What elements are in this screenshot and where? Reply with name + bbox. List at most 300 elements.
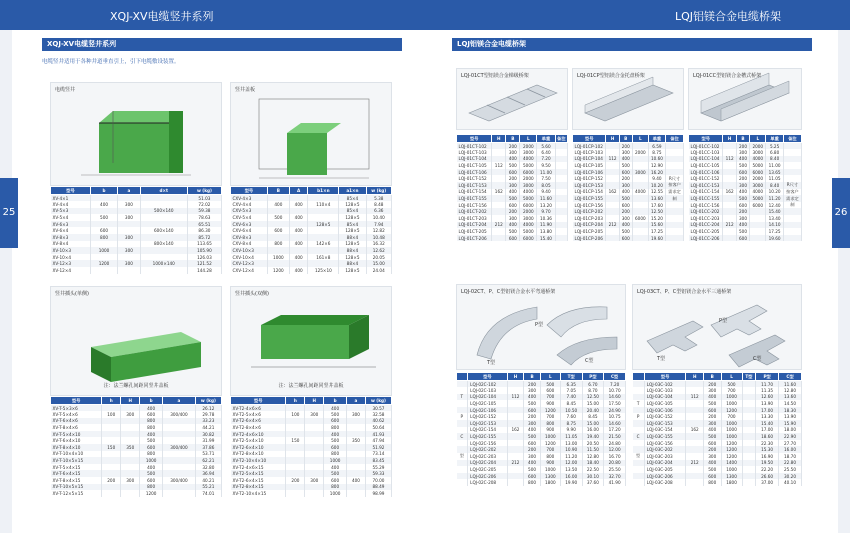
table-row <box>231 221 392 228</box>
table-cell: LQJ-01CP-206 <box>573 235 606 242</box>
table-cell: 15.90 <box>779 420 802 427</box>
table-row <box>457 175 568 182</box>
table-cell <box>633 407 645 414</box>
table-cell <box>102 418 121 425</box>
table-cell: 88×4 <box>339 260 366 267</box>
table-cell: 8.45 <box>560 400 582 407</box>
table-cell: 14.60 <box>604 420 626 427</box>
table-cell <box>492 175 506 182</box>
table-cell: 26.12 <box>195 405 221 412</box>
table-row <box>457 182 568 189</box>
table-cell <box>121 490 140 497</box>
table-cell: 1200 <box>721 446 742 453</box>
table-cell: LQJ-01CT-106 <box>457 169 492 176</box>
table-cell: LQJ-02C-103 <box>468 387 508 394</box>
table-cell <box>606 208 619 215</box>
table-cell: 12.82 <box>366 227 391 234</box>
table-cell: 112 <box>723 156 736 163</box>
table-header-row <box>633 373 802 381</box>
table-cell: LQJ-01CP-105 <box>573 162 606 169</box>
column-header: C型 <box>779 373 802 381</box>
table-cell: 200 <box>506 175 520 182</box>
table-cell: 59.33 <box>365 470 391 477</box>
table-cell: 按客户 <box>666 182 684 189</box>
table-cell: 37.60 <box>582 479 604 486</box>
table-cell: LQJ-02C-205 <box>468 466 508 473</box>
table-cell: LQJ-01CT-154 <box>457 189 492 196</box>
table-cell: 400 <box>506 222 520 229</box>
table-cell: XV-5×3 <box>51 208 91 215</box>
table-cell <box>457 407 468 414</box>
table-cell: 16.20 <box>648 169 665 176</box>
table-cell <box>783 156 801 163</box>
table-cell <box>305 405 324 412</box>
table-cell <box>507 466 524 473</box>
table-cell <box>289 208 307 215</box>
table-cell: XV-T2-6×4×6 <box>231 418 286 425</box>
table-cell: 900 <box>540 400 560 407</box>
table-cell <box>492 149 506 156</box>
table-cell <box>305 490 324 497</box>
table-cell: 2000 <box>632 149 648 156</box>
table-cell <box>308 260 339 267</box>
table-cell <box>457 427 468 434</box>
table-cell <box>305 444 324 451</box>
table-cell: 13.60 <box>779 394 802 401</box>
table-cell <box>140 247 187 254</box>
table-cell <box>347 484 366 491</box>
table-row <box>689 195 802 202</box>
table-row <box>457 387 626 394</box>
table-cell <box>723 228 736 235</box>
table-cell: 15.60 <box>648 222 665 229</box>
table-cell: 400 <box>736 222 749 229</box>
table-cell: 1800 <box>540 479 560 486</box>
table-cell: 5000 <box>750 162 766 169</box>
table-cell: 400 <box>619 156 632 163</box>
table-cell: LQJ-03C-203 <box>644 453 686 460</box>
table-cell <box>492 235 506 242</box>
table-row <box>457 189 568 196</box>
table-header-row <box>457 135 568 143</box>
table-cell: 9.50 <box>537 162 555 169</box>
table-header-row <box>457 373 626 381</box>
table-cell: 700 <box>540 446 560 453</box>
table-cell: 16.90 <box>756 453 779 460</box>
column-header: 单重 <box>648 135 665 143</box>
table-row <box>231 201 392 208</box>
column-header: a <box>347 397 366 405</box>
table-cell: XV-T2-5×4×10 <box>231 437 286 444</box>
table-cell: 16.00 <box>582 427 604 434</box>
table-cell <box>121 457 140 464</box>
table-cell: 4000 <box>520 156 537 163</box>
table-cell: 5.60 <box>537 143 555 150</box>
table-cell <box>507 446 524 453</box>
table-row <box>573 202 684 209</box>
table-cell: 55.21 <box>195 484 221 491</box>
table-cell: 300 <box>118 214 141 221</box>
table-row <box>457 420 626 427</box>
table-cell: LQJ-02C-153 <box>468 420 508 427</box>
table-cell <box>121 484 140 491</box>
table-row <box>51 457 222 464</box>
table-row <box>457 228 568 235</box>
table-cell: 1200 <box>540 440 560 447</box>
table-cell: XV-T-8×4×15 <box>51 477 102 484</box>
table-cell: XV-5×4 <box>51 214 91 221</box>
table-cell: 15.00 <box>582 420 604 427</box>
table-row <box>457 381 626 388</box>
double-plug-panel <box>230 286 392 396</box>
table-row <box>457 479 626 486</box>
table-cell: 500 <box>619 195 632 202</box>
table-cell: 17.00 <box>756 407 779 414</box>
table-cell <box>750 215 766 222</box>
table-cell <box>723 215 736 222</box>
table-cell <box>666 169 684 176</box>
column-header: 型号 <box>231 187 268 195</box>
table-cell: 400 <box>524 460 541 467</box>
table-cell: 86.30 <box>187 227 221 234</box>
table-cell <box>90 221 117 228</box>
table-row <box>573 189 684 196</box>
table-cell: 400 <box>289 227 307 234</box>
table-cell: 7.60 <box>560 413 582 420</box>
table-cell: 200 <box>619 143 632 150</box>
table-cell <box>666 156 684 163</box>
table-cell: 22.50 <box>582 466 604 473</box>
table-cell: 300 <box>703 420 721 427</box>
table-cell: LQJ-03C-105 <box>644 400 686 407</box>
table-cell: CXV-12×4 <box>231 267 268 274</box>
table-cell: 22.90 <box>779 433 802 440</box>
table-row <box>573 149 684 156</box>
table-cell: 2000 <box>520 175 537 182</box>
table-cell: 88.49 <box>365 484 391 491</box>
table-cell: 13.90 <box>756 400 779 407</box>
table-cell <box>686 420 704 427</box>
table-row <box>689 143 802 150</box>
table-cell: 800 <box>140 451 163 458</box>
table-cell: 500 <box>524 433 541 440</box>
table-cell: 65.51 <box>187 221 221 228</box>
table-cell: 200 <box>703 381 721 388</box>
table-cell <box>742 453 756 460</box>
double-plug-caption: 竖井插头(双侧) <box>235 291 269 297</box>
page-number-left: 25 <box>0 178 18 248</box>
table-cell: XV-T-10×4×10 <box>51 451 102 458</box>
table-cell: 18.70 <box>779 453 802 460</box>
table-cell: 400 <box>703 460 721 467</box>
table-cell: 4000 <box>520 222 537 229</box>
column-header: 备注 <box>783 135 801 143</box>
cover-caption: 竖井盖板 <box>235 87 256 93</box>
table-cell: 需求定 <box>666 189 684 196</box>
table-cell: LQJ-03C-103 <box>644 387 686 394</box>
table-cell <box>305 457 324 464</box>
left-gutter <box>0 30 12 533</box>
table-cell: 22.30 <box>756 440 779 447</box>
table-cell: 600 <box>506 169 520 176</box>
table-cell: 11.00 <box>537 169 555 176</box>
table-cell: 121.52 <box>187 260 221 267</box>
table-cell: 700 <box>721 413 742 420</box>
table-cell <box>783 169 801 176</box>
table-cell: 20.50 <box>582 440 604 447</box>
table-cell <box>163 464 196 471</box>
table-row <box>51 214 222 221</box>
table-cell: 200 <box>619 175 632 182</box>
table-cell: LQJ-03C-106 <box>644 407 686 414</box>
table-row <box>51 405 222 412</box>
table-cell <box>555 143 567 150</box>
table-cell: 400 <box>506 189 520 196</box>
column-header: L <box>750 135 766 143</box>
table-cell <box>633 420 645 427</box>
table-cell: 11.00 <box>766 162 784 169</box>
table-cell <box>633 466 645 473</box>
table-cell: 36.94 <box>195 470 221 477</box>
table-cell: 113.65 <box>187 241 221 248</box>
table-cell <box>742 400 756 407</box>
table-cell: 83.45 <box>365 457 391 464</box>
table-cell <box>90 208 117 215</box>
table-cell: XV-T-6×4×15 <box>51 470 102 477</box>
table-row <box>231 227 392 234</box>
table-row <box>51 418 222 425</box>
table-row <box>231 457 392 464</box>
table-cell <box>507 420 524 427</box>
table-row <box>457 169 568 176</box>
table-cell: 6000 <box>520 169 537 176</box>
table-cell: 15.00 <box>582 400 604 407</box>
table-cell: 19.40 <box>582 433 604 440</box>
table-cell <box>305 484 324 491</box>
table-cell: 400 <box>324 464 347 471</box>
table-cell: 18.00 <box>779 427 802 434</box>
table-cell: 10.75 <box>604 413 626 420</box>
table-cell <box>742 394 756 401</box>
table-row <box>633 394 802 401</box>
column-header: H <box>686 373 704 381</box>
table-cell: LQJ-01CT-204 <box>457 222 492 229</box>
column-header: L <box>632 135 648 143</box>
table-cell <box>742 479 756 486</box>
table-cell: 800×140 <box>140 241 187 248</box>
table-cell: CXV-6×3 <box>231 221 268 228</box>
table-cell: LQJ-01CP-103 <box>573 149 606 156</box>
table-cell: 800 <box>703 479 721 486</box>
table-cell: 300 <box>736 182 749 189</box>
table-cell: XV-T2-5×4×15 <box>231 470 286 477</box>
table-cell <box>632 175 648 182</box>
table-cell: 500 <box>703 466 721 473</box>
column-header: w (kg) <box>195 397 221 405</box>
table-cell: 212 <box>606 222 619 229</box>
table-cell <box>347 490 366 497</box>
table-row <box>51 431 222 438</box>
table-cell: 32.80 <box>195 464 221 471</box>
table-cell: 26.60 <box>756 473 779 480</box>
tee-panel <box>632 284 802 370</box>
table-cell: LQJ-01CP-104 <box>573 156 606 163</box>
table-cell: LQJ-01CT-103 <box>457 149 492 156</box>
table-cell: 6000 <box>520 235 537 242</box>
table-cell: 600 <box>703 440 721 447</box>
table-cell: 212 <box>492 222 506 229</box>
table-cell <box>140 267 187 274</box>
bend-label-c: C型 <box>585 358 594 364</box>
table-row <box>633 427 802 434</box>
table-cell: 142×6 <box>308 241 339 248</box>
column-header: B <box>703 373 721 381</box>
table-cell: 700 <box>721 387 742 394</box>
table-cell <box>163 418 196 425</box>
table-cell: XV-10×3 <box>51 247 91 254</box>
table-cell <box>666 215 684 222</box>
table-cell: 72.02 <box>187 201 221 208</box>
table-cell <box>305 418 324 425</box>
table-cell <box>633 387 645 394</box>
table-cell: 53.71 <box>195 451 221 458</box>
table-cell: 600 <box>140 444 163 451</box>
column-header: 型号 <box>644 373 686 381</box>
table-cell <box>163 484 196 491</box>
table-cell: 600 <box>703 473 721 480</box>
table-cell: 161×8 <box>308 254 339 261</box>
table-row <box>689 235 802 242</box>
table-cell: 125×10 <box>308 267 339 274</box>
table-cell <box>457 440 468 447</box>
trough-tray-table <box>688 134 802 241</box>
table-cell <box>555 189 567 196</box>
table-row <box>51 241 222 248</box>
table-cell: R尺寸 <box>666 175 684 182</box>
table-cell <box>163 424 196 431</box>
column-header: b <box>140 397 163 405</box>
table-cell <box>457 460 468 467</box>
table-cell <box>308 195 339 202</box>
table-cell: 13.40 <box>766 215 784 222</box>
table-cell <box>633 446 645 453</box>
table-cell: 17.20 <box>604 427 626 434</box>
table-cell <box>555 162 567 169</box>
table-cell <box>632 195 648 202</box>
table-cell: 300 <box>736 149 749 156</box>
table-cell: LQJ-02C-154 <box>468 427 508 434</box>
table-cell: 6.40 <box>537 149 555 156</box>
table-cell: 300 <box>524 453 541 460</box>
table-cell: LQJ-01CC-104 <box>689 156 723 163</box>
table-cell: 212 <box>507 460 524 467</box>
table-cell: XV-T-5×4×10 <box>51 431 102 438</box>
table-cell <box>492 228 506 235</box>
table-cell: 500 <box>267 214 289 221</box>
table-row <box>51 477 222 484</box>
table-cell: 300/400 <box>163 411 196 418</box>
table-cell <box>783 208 801 215</box>
table-cell <box>286 418 305 425</box>
table-cell: 800 <box>540 453 560 460</box>
table-cell <box>457 420 468 427</box>
table-cell <box>492 195 506 202</box>
left-section-title: XQJ-XV电缆竖井系列 <box>42 38 402 51</box>
table-cell: 400 <box>347 477 366 484</box>
table-cell: 7.05 <box>560 387 582 394</box>
table-cell: 2000 <box>520 143 537 150</box>
table-cell: 128×5 <box>308 221 339 228</box>
column-header: 型号 <box>468 373 508 381</box>
ladder-tray-panel <box>456 68 568 130</box>
horizontal-bend-drawing <box>457 285 627 371</box>
table-cell: 3000 <box>520 182 537 189</box>
table-row <box>457 427 626 434</box>
table-header-row <box>689 135 802 143</box>
table-cell: T <box>457 394 468 401</box>
table-cell <box>163 451 196 458</box>
table-cell: 128×5 <box>339 214 366 221</box>
table-cell: XV-8×3 <box>51 234 91 241</box>
table-cell <box>783 175 801 182</box>
table-cell: 300 <box>703 453 721 460</box>
table-cell: 19.90 <box>560 479 582 486</box>
header-left-title: XQJ-XV电缆竖井系列 <box>110 10 214 23</box>
table-cell: 8.75 <box>560 420 582 427</box>
shaft-cover-drawing <box>231 83 393 187</box>
table-row <box>231 247 392 254</box>
table-cell: 25.50 <box>779 466 802 473</box>
table-cell: 37.86 <box>195 444 221 451</box>
table-cell: 9.70 <box>537 208 555 215</box>
single-plug-caption: 竖井插头(单侧) <box>55 291 89 297</box>
table-cell: 300 <box>305 477 324 484</box>
table-cell: LQJ-01CT-105 <box>457 162 492 169</box>
table-row <box>231 470 392 477</box>
table-cell: 10.40 <box>366 214 391 221</box>
table-cell: 400 <box>289 214 307 221</box>
table-cell: LQJ-02C-208 <box>468 479 508 486</box>
table-cell <box>606 182 619 189</box>
table-cell: 13.65 <box>766 169 784 176</box>
trough-tray-caption: LQJ-01CC型铝镁合金槽式桥架 <box>693 73 762 79</box>
table-row <box>231 267 392 274</box>
table-cell: 32.58 <box>365 411 391 418</box>
table-row <box>633 420 802 427</box>
table-cell <box>102 451 121 458</box>
table-cell: 110×4 <box>308 201 339 208</box>
table-cell: 8.40 <box>766 156 784 163</box>
table-row <box>231 241 392 248</box>
table-row <box>573 222 684 229</box>
table-cell <box>633 427 645 434</box>
table-cell: LQJ-01CP-106 <box>573 169 606 176</box>
table-cell: LQJ-01CP-155 <box>573 195 606 202</box>
table-cell <box>286 490 305 497</box>
trough-tray-panel <box>688 68 802 130</box>
table-cell <box>102 484 121 491</box>
table-cell: 88×4 <box>339 234 366 241</box>
table-cell: 11.35 <box>756 387 779 394</box>
shaft-panel <box>50 82 222 186</box>
table-cell <box>633 381 645 388</box>
table-cell: LQJ-03C-156 <box>644 440 686 447</box>
shaft-table <box>50 186 222 274</box>
table-cell: 162 <box>492 189 506 196</box>
column-header: H <box>606 135 619 143</box>
table-row <box>633 440 802 447</box>
table-cell: 300 <box>121 477 140 484</box>
